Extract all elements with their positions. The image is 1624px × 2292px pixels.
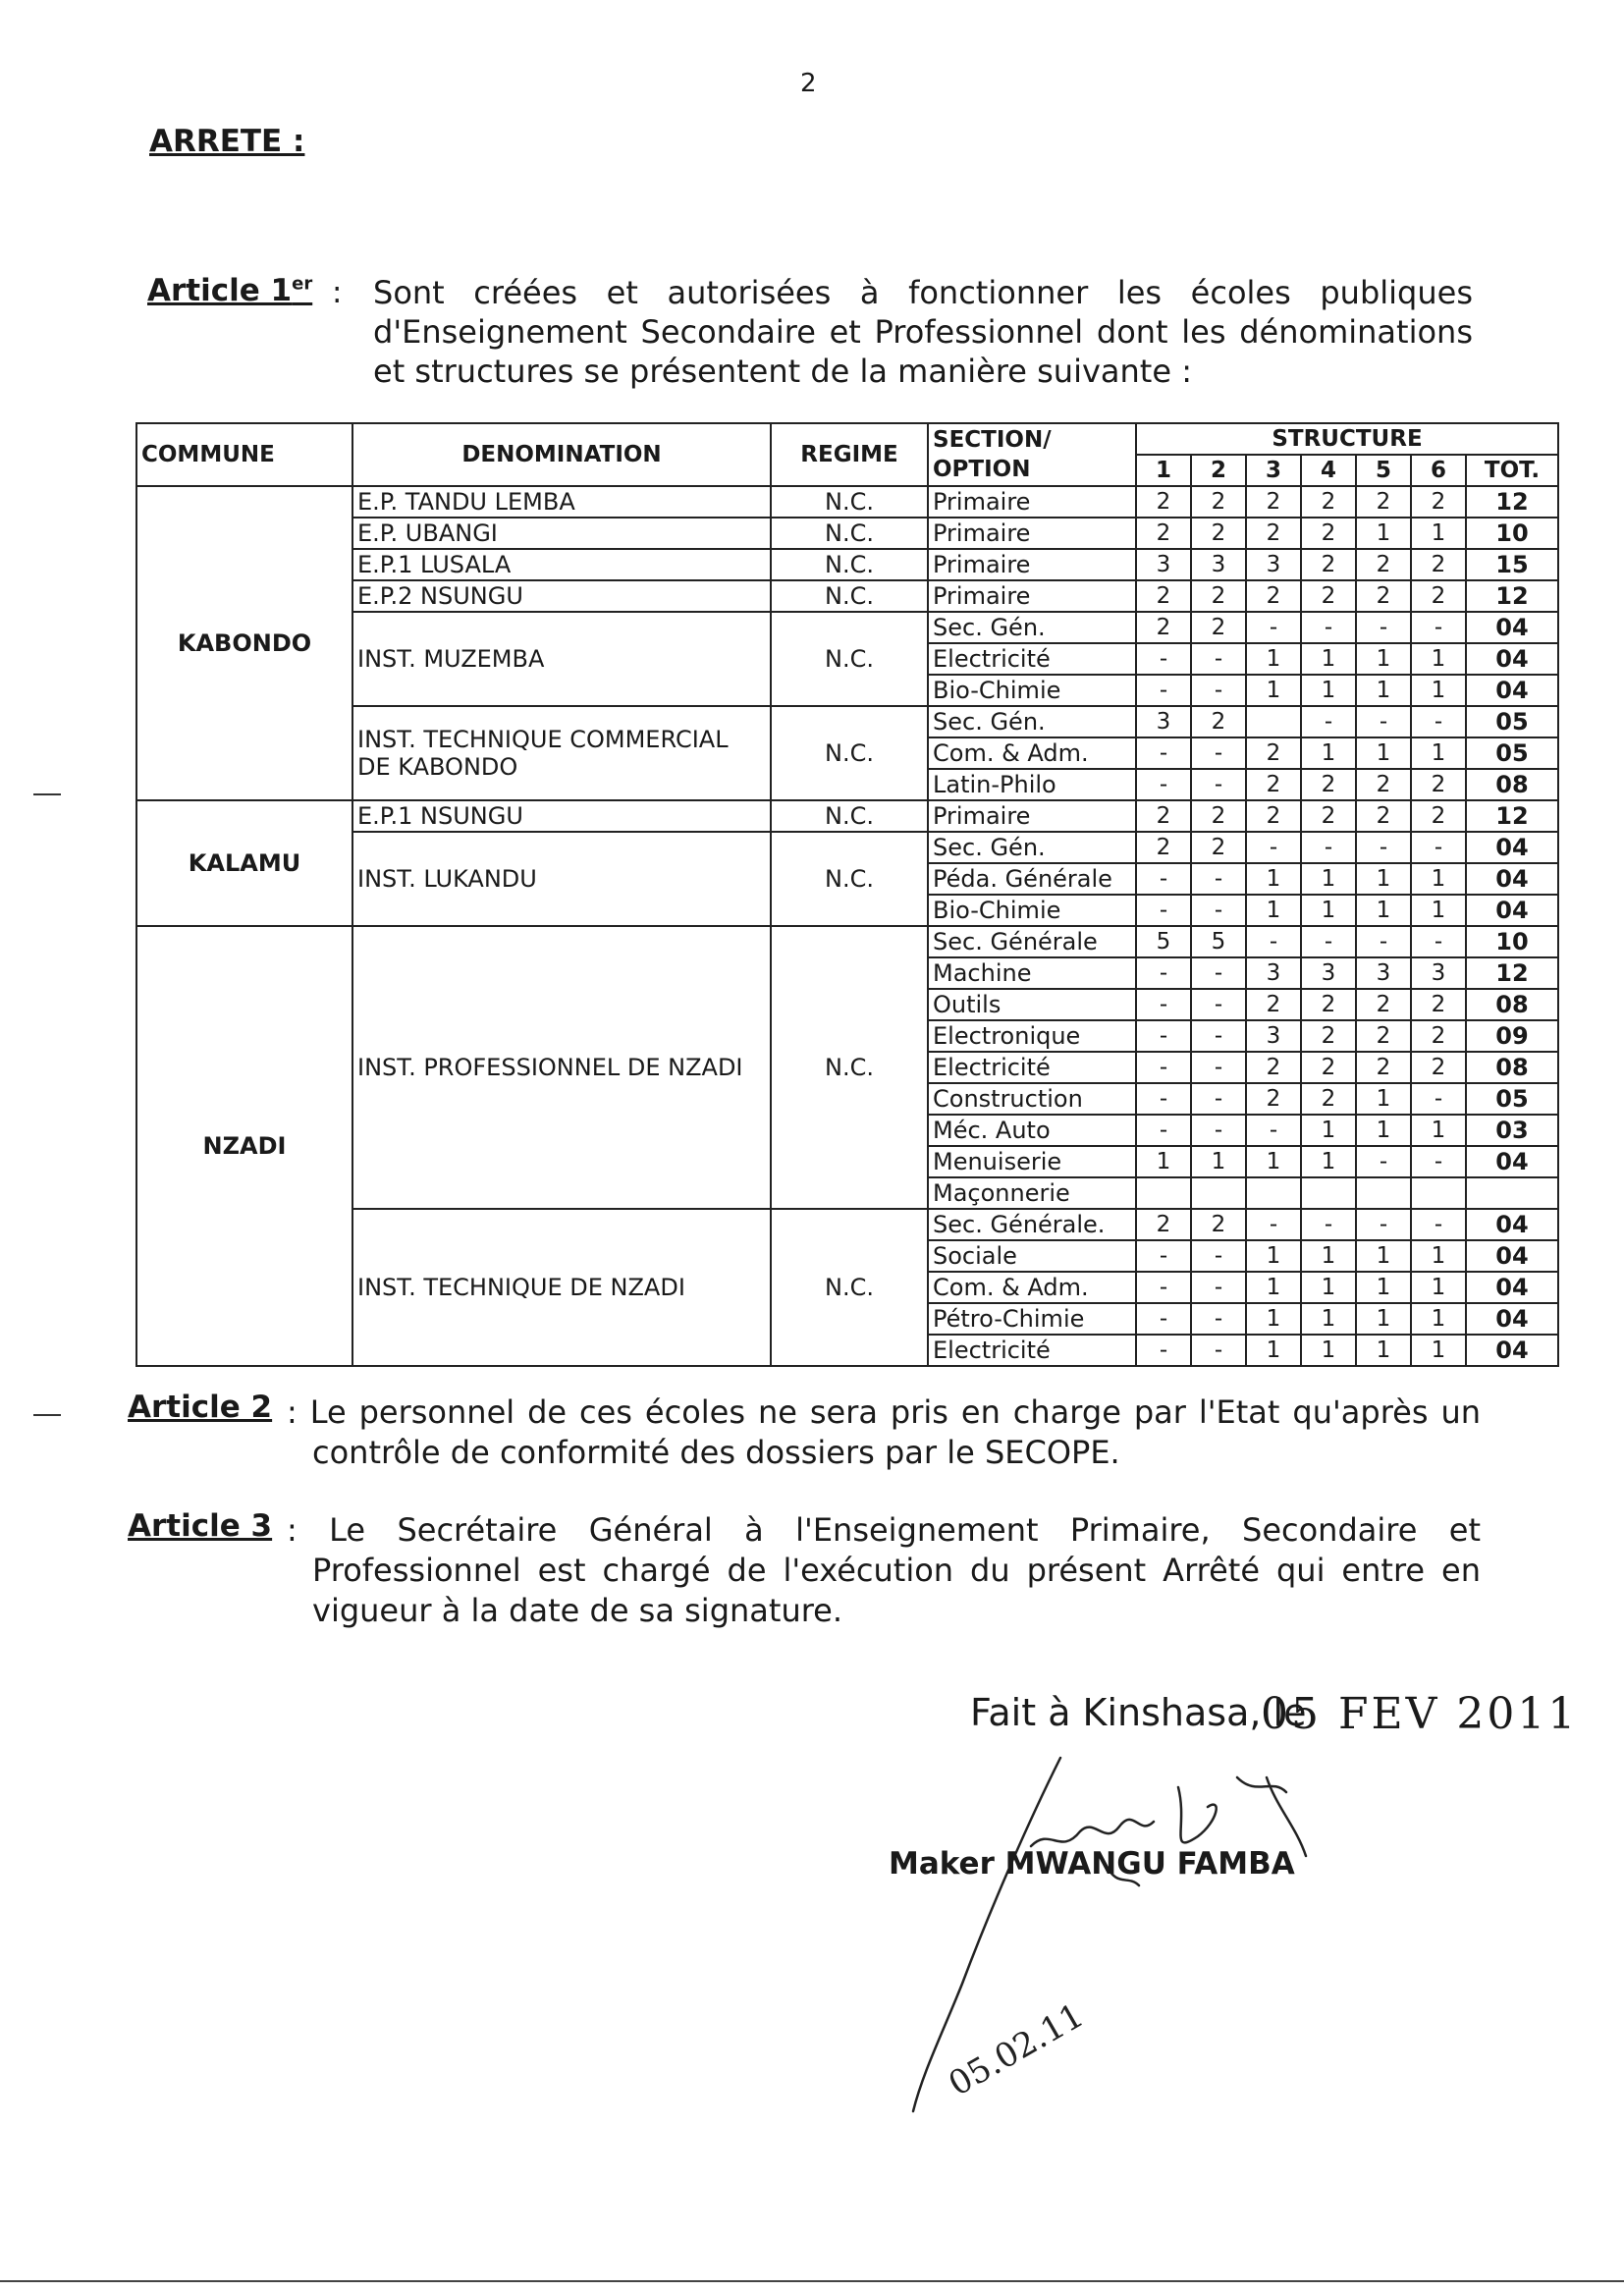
structure-value-cell: 2 (1246, 1052, 1301, 1083)
total-cell: 08 (1466, 769, 1558, 800)
structure-value-cell: 2 (1191, 800, 1246, 832)
section-cell: Latin-Philo (928, 769, 1136, 800)
structure-value-cell: - (1191, 957, 1246, 989)
structure-value-cell: 2 (1301, 549, 1356, 580)
structure-value-cell: 2 (1301, 580, 1356, 612)
structure-value-cell: 1 (1191, 1146, 1246, 1177)
structure-value-cell: - (1136, 863, 1191, 895)
structure-value-cell: - (1191, 863, 1246, 895)
denomination-cell: E.P. TANDU LEMBA (352, 486, 771, 518)
structure-value-cell: 2 (1356, 486, 1411, 518)
header-structure: STRUCTURE (1136, 423, 1558, 455)
structure-value-cell: 3 (1136, 706, 1191, 737)
structure-value-cell: 1 (1411, 863, 1466, 895)
denomination-cell: E.P.1 NSUNGU (352, 800, 771, 832)
structure-value-cell: - (1136, 1240, 1191, 1272)
structure-value-cell: 1 (1246, 1272, 1301, 1303)
section-cell: Maçonnerie (928, 1177, 1136, 1209)
header-col-1: 1 (1136, 455, 1191, 486)
structure-value-cell: - (1191, 769, 1246, 800)
structure-value-cell: - (1136, 643, 1191, 675)
structure-value-cell: 1 (1246, 643, 1301, 675)
header-denomination: DENOMINATION (352, 423, 771, 486)
structure-value-cell: 2 (1301, 518, 1356, 549)
date-stamp: 05 FEV 2011 (1261, 1689, 1579, 1739)
structure-value-cell: 1 (1301, 1115, 1356, 1146)
structure-value-cell: 1 (1246, 675, 1301, 706)
structure-value-cell: 1 (1356, 895, 1411, 926)
structure-value-cell: - (1356, 1146, 1411, 1177)
structure-value-cell: 2 (1411, 580, 1466, 612)
structure-value-cell: - (1136, 895, 1191, 926)
structure-value-cell: - (1411, 832, 1466, 863)
denomination-cell: E.P.2 NSUNGU (352, 580, 771, 612)
section-cell: Sociale (928, 1240, 1136, 1272)
place-and-date-label: Fait à Kinshasa, le (970, 1691, 1307, 1734)
section-cell: Construction (928, 1083, 1136, 1115)
section-cell: Primaire (928, 549, 1136, 580)
structure-value-cell: 2 (1356, 1020, 1411, 1052)
structure-value-cell: - (1136, 1303, 1191, 1335)
total-cell (1466, 1177, 1558, 1209)
structure-value-cell: 1 (1246, 895, 1301, 926)
handwritten-date: 05.02.11 (942, 1995, 1091, 2104)
structure-value-cell: 1 (1246, 863, 1301, 895)
structure-value-cell: - (1191, 895, 1246, 926)
structure-value-cell: 2 (1356, 580, 1411, 612)
structure-value-cell: - (1411, 1083, 1466, 1115)
structure-value-cell: 1 (1301, 643, 1356, 675)
total-cell: 10 (1466, 518, 1558, 549)
structure-value-cell: - (1136, 1020, 1191, 1052)
structure-value-cell: 1 (1356, 1115, 1411, 1146)
structure-value-cell: - (1411, 1209, 1466, 1240)
structure-value-cell: - (1411, 706, 1466, 737)
denomination-cell: E.P. UBANGI (352, 518, 771, 549)
structure-value-cell: 2 (1356, 769, 1411, 800)
structure-value-cell (1411, 1177, 1466, 1209)
regime-cell: N.C. (771, 926, 928, 1209)
commune-cell: NZADI (136, 926, 352, 1366)
structure-value-cell: 2 (1411, 549, 1466, 580)
denomination-cell: INST. MUZEMBA (352, 612, 771, 706)
structure-value-cell: - (1301, 926, 1356, 957)
structure-value-cell: 2 (1301, 486, 1356, 518)
structure-value-cell: 1 (1136, 1146, 1191, 1177)
regime-cell: N.C. (771, 1209, 928, 1366)
structure-value-cell: 2 (1411, 1020, 1466, 1052)
structure-value-cell: - (1356, 832, 1411, 863)
total-cell: 05 (1466, 737, 1558, 769)
section-cell: Machine (928, 957, 1136, 989)
structure-value-cell: 2 (1246, 486, 1301, 518)
structure-value-cell: - (1136, 1335, 1191, 1366)
structure-value-cell: 2 (1356, 800, 1411, 832)
regime-cell: N.C. (771, 612, 928, 706)
structure-value-cell: 2 (1191, 832, 1246, 863)
structure-value-cell: 1 (1301, 675, 1356, 706)
structure-value-cell: - (1246, 1209, 1301, 1240)
total-cell: 04 (1466, 1240, 1558, 1272)
structure-value-cell: 1 (1301, 1240, 1356, 1272)
total-cell: 08 (1466, 1052, 1558, 1083)
structure-value-cell: 2 (1191, 580, 1246, 612)
section-cell: Sec. Gén. (928, 706, 1136, 737)
header-col-5: 5 (1356, 455, 1411, 486)
section-cell: Com. & Adm. (928, 1272, 1136, 1303)
structure-value-cell: 2 (1301, 1020, 1356, 1052)
structure-value-cell: 3 (1246, 549, 1301, 580)
regime-cell: N.C. (771, 800, 928, 832)
structure-value-cell: 2 (1191, 1209, 1246, 1240)
article-2-text: : Le personnel de ces écoles ne sera pris en charge par l'Etat qu'après un contrôle de conformité des dossiers par le SECOPE. (287, 1393, 1481, 1471)
structure-value-cell: 1 (1356, 675, 1411, 706)
structure-value-cell: 2 (1301, 989, 1356, 1020)
structure-value-cell: 1 (1246, 1146, 1301, 1177)
structure-value-cell: - (1246, 832, 1301, 863)
structure-value-cell: - (1246, 612, 1301, 643)
header-section-option: SECTION/ OPTION (928, 423, 1136, 486)
article-1-colon: : (332, 275, 343, 310)
total-cell: 04 (1466, 1272, 1558, 1303)
regime-cell: N.C. (771, 832, 928, 926)
structure-value-cell: 2 (1246, 800, 1301, 832)
structure-value-cell: 2 (1191, 706, 1246, 737)
regime-cell: N.C. (771, 549, 928, 580)
structure-value-cell: 1 (1356, 1335, 1411, 1366)
structure-value-cell: 2 (1301, 800, 1356, 832)
structure-value-cell: - (1301, 612, 1356, 643)
regime-cell: N.C. (771, 486, 928, 518)
structure-value-cell: 2 (1246, 518, 1301, 549)
header-commune: COMMUNE (136, 423, 352, 486)
structure-value-cell: - (1191, 643, 1246, 675)
total-cell: 12 (1466, 800, 1558, 832)
denomination-cell: INST. TECHNIQUE COMMERCIAL DE KABONDO (352, 706, 771, 800)
structure-value-cell: 1 (1411, 737, 1466, 769)
structure-value-cell: - (1136, 737, 1191, 769)
structure-value-cell: - (1191, 1083, 1246, 1115)
structure-value-cell: 2 (1411, 989, 1466, 1020)
section-cell: Electricité (928, 1052, 1136, 1083)
structure-value-cell: 2 (1411, 800, 1466, 832)
structure-value-cell: 1 (1301, 895, 1356, 926)
structure-value-cell: - (1191, 1020, 1246, 1052)
section-cell: Pétro-Chimie (928, 1303, 1136, 1335)
page-bottom-rule (0, 2280, 1624, 2282)
structure-value-cell: 1 (1246, 1335, 1301, 1366)
structure-value-cell: - (1191, 989, 1246, 1020)
schools-table (135, 422, 1559, 1367)
structure-value-cell: 2 (1191, 518, 1246, 549)
section-cell: Sec. Générale (928, 926, 1136, 957)
total-cell: 12 (1466, 580, 1558, 612)
structure-value-cell: 2 (1411, 486, 1466, 518)
structure-value-cell: 2 (1136, 580, 1191, 612)
table-row (136, 486, 1558, 518)
structure-value-cell: 1 (1411, 1115, 1466, 1146)
structure-value-cell: - (1136, 1115, 1191, 1146)
article-1-text: Sont créées et autorisées à fonctionner les écoles publiques d'Enseignement Secondaire et Professionnel dont les dénominations et structures se présentent de la manière suivante : (373, 274, 1473, 390)
total-cell: 04 (1466, 832, 1558, 863)
total-cell: 04 (1466, 895, 1558, 926)
structure-value-cell: 1 (1301, 863, 1356, 895)
header-col-4: 4 (1301, 455, 1356, 486)
page-number: 2 (800, 69, 817, 98)
structure-value-cell: - (1411, 1146, 1466, 1177)
header-col-2: 2 (1191, 455, 1246, 486)
total-cell: 08 (1466, 989, 1558, 1020)
regime-cell: N.C. (771, 580, 928, 612)
structure-value-cell: 2 (1136, 800, 1191, 832)
structure-value-cell: 3 (1301, 957, 1356, 989)
total-cell: 04 (1466, 1209, 1558, 1240)
structure-value-cell: 1 (1411, 518, 1466, 549)
denomination-cell: INST. LUKANDU (352, 832, 771, 926)
structure-value-cell: - (1301, 832, 1356, 863)
section-cell: Electronique (928, 1020, 1136, 1052)
arrete-heading: ARRETE : (149, 124, 305, 159)
article-3-text: : Le Secrétaire Général à l'Enseignement Primaire, Secondaire et Professionnel est chargé de l'exécution du présent Arrêté qui entre en vigueur à la date de sa signature. (287, 1511, 1481, 1629)
structure-value-cell: - (1136, 769, 1191, 800)
structure-value-cell: 2 (1191, 486, 1246, 518)
structure-value-cell (1301, 1177, 1356, 1209)
commune-cell: KABONDO (136, 486, 352, 800)
structure-value-cell: 1 (1411, 1335, 1466, 1366)
section-cell: Bio-Chimie (928, 895, 1136, 926)
structure-value-cell: 2 (1136, 832, 1191, 863)
total-cell: 04 (1466, 1335, 1558, 1366)
structure-value-cell: 2 (1356, 549, 1411, 580)
total-cell: 05 (1466, 1083, 1558, 1115)
table-row (136, 800, 1558, 832)
section-cell: Bio-Chimie (928, 675, 1136, 706)
section-cell: Electricité (928, 643, 1136, 675)
structure-value-cell: - (1191, 1303, 1246, 1335)
header-regime: REGIME (771, 423, 928, 486)
structure-value-cell: 3 (1191, 549, 1246, 580)
structure-value-cell: - (1191, 1272, 1246, 1303)
section-cell: Primaire (928, 580, 1136, 612)
structure-value-cell: - (1136, 989, 1191, 1020)
article-1-label: Article 1er (147, 273, 313, 308)
structure-value-cell (1356, 1177, 1411, 1209)
total-cell: 15 (1466, 549, 1558, 580)
structure-value-cell: - (1356, 612, 1411, 643)
margin-mark (33, 1414, 61, 1416)
article-3-label: Article 3 (128, 1508, 273, 1544)
header-col-6: 6 (1411, 455, 1466, 486)
section-cell: Péda. Générale (928, 863, 1136, 895)
structure-value-cell: - (1191, 737, 1246, 769)
commune-cell: KALAMU (136, 800, 352, 926)
section-cell: Com. & Adm. (928, 737, 1136, 769)
structure-value-cell: 2 (1136, 518, 1191, 549)
structure-value-cell: 2 (1246, 1083, 1301, 1115)
total-cell: 09 (1466, 1020, 1558, 1052)
structure-value-cell: - (1136, 957, 1191, 989)
total-cell: 05 (1466, 706, 1558, 737)
structure-value-cell: 1 (1411, 643, 1466, 675)
structure-value-cell: 1 (1411, 1240, 1466, 1272)
table-row (136, 926, 1558, 957)
structure-value-cell: - (1191, 1335, 1246, 1366)
structure-value-cell: 1 (1411, 1272, 1466, 1303)
denomination-cell: INST. PROFESSIONNEL DE NZADI (352, 926, 771, 1209)
structure-value-cell: 1 (1356, 1240, 1411, 1272)
section-cell: Outils (928, 989, 1136, 1020)
structure-value-cell: - (1191, 1240, 1246, 1272)
structure-value-cell (1136, 1177, 1191, 1209)
section-cell: Sec. Générale. (928, 1209, 1136, 1240)
structure-value-cell: - (1301, 706, 1356, 737)
structure-value-cell (1246, 706, 1301, 737)
structure-value-cell (1246, 1177, 1301, 1209)
section-cell: Primaire (928, 486, 1136, 518)
structure-value-cell: 2 (1246, 769, 1301, 800)
structure-value-cell: 3 (1136, 549, 1191, 580)
structure-value-cell: 1 (1356, 518, 1411, 549)
structure-value-cell: 1 (1301, 1303, 1356, 1335)
structure-value-cell: 2 (1136, 1209, 1191, 1240)
structure-value-cell: 1 (1301, 1272, 1356, 1303)
structure-value-cell: 3 (1246, 957, 1301, 989)
structure-value-cell: - (1136, 1272, 1191, 1303)
structure-value-cell: 2 (1246, 580, 1301, 612)
structure-value-cell: 2 (1246, 737, 1301, 769)
structure-value-cell: 1 (1356, 737, 1411, 769)
structure-value-cell: 1 (1301, 1146, 1356, 1177)
structure-value-cell: 3 (1356, 957, 1411, 989)
structure-value-cell: - (1356, 706, 1411, 737)
structure-value-cell: 2 (1136, 486, 1191, 518)
structure-value-cell: - (1301, 1209, 1356, 1240)
total-cell: 04 (1466, 612, 1558, 643)
total-cell: 04 (1466, 1146, 1558, 1177)
structure-value-cell: - (1136, 1083, 1191, 1115)
structure-value-cell: - (1246, 1115, 1301, 1146)
total-cell: 12 (1466, 486, 1558, 518)
total-cell: 03 (1466, 1115, 1558, 1146)
structure-value-cell: 2 (1246, 989, 1301, 1020)
structure-value-cell: 2 (1301, 769, 1356, 800)
structure-value-cell: - (1136, 1052, 1191, 1083)
structure-value-cell: 1 (1411, 675, 1466, 706)
section-cell: Sec. Gén. (928, 612, 1136, 643)
section-cell: Electricité (928, 1335, 1136, 1366)
structure-value-cell: 5 (1191, 926, 1246, 957)
structure-value-cell: 2 (1301, 1052, 1356, 1083)
structure-value-cell: 2 (1136, 612, 1191, 643)
structure-value-cell: 5 (1136, 926, 1191, 957)
total-cell: 04 (1466, 675, 1558, 706)
structure-value-cell: 1 (1356, 1303, 1411, 1335)
structure-value-cell: 2 (1356, 989, 1411, 1020)
structure-value-cell: - (1356, 1209, 1411, 1240)
structure-value-cell: 2 (1301, 1083, 1356, 1115)
structure-value-cell: 2 (1191, 612, 1246, 643)
total-cell: 10 (1466, 926, 1558, 957)
header-col-3: 3 (1246, 455, 1301, 486)
structure-value-cell: 2 (1411, 1052, 1466, 1083)
structure-value-cell: 1 (1411, 1303, 1466, 1335)
structure-value-cell: 2 (1411, 769, 1466, 800)
total-cell: 04 (1466, 1303, 1558, 1335)
margin-mark (33, 793, 61, 795)
total-cell: 12 (1466, 957, 1558, 989)
handwritten-signature (884, 1738, 1355, 2131)
structure-value-cell: 1 (1301, 737, 1356, 769)
structure-value-cell: - (1191, 1115, 1246, 1146)
section-cell: Sec. Gén. (928, 832, 1136, 863)
structure-value-cell: 1 (1356, 1083, 1411, 1115)
section-cell: Menuiserie (928, 1146, 1136, 1177)
denomination-cell: E.P.1 LUSALA (352, 549, 771, 580)
structure-value-cell: 1 (1411, 895, 1466, 926)
regime-cell: N.C. (771, 518, 928, 549)
structure-value-cell: - (1411, 612, 1466, 643)
structure-value-cell: 1 (1356, 863, 1411, 895)
structure-value-cell: 1 (1356, 1272, 1411, 1303)
structure-value-cell: - (1246, 926, 1301, 957)
structure-value-cell: - (1411, 926, 1466, 957)
structure-value-cell: - (1191, 1052, 1246, 1083)
structure-value-cell: 2 (1356, 1052, 1411, 1083)
structure-value-cell: 1 (1356, 643, 1411, 675)
total-cell: 04 (1466, 643, 1558, 675)
section-cell: Primaire (928, 518, 1136, 549)
structure-value-cell: 3 (1411, 957, 1466, 989)
structure-value-cell: 1 (1246, 1303, 1301, 1335)
signer-name: Maker MWANGU FAMBA (889, 1846, 1295, 1882)
section-cell: Primaire (928, 800, 1136, 832)
regime-cell: N.C. (771, 706, 928, 800)
structure-value-cell: - (1191, 675, 1246, 706)
total-cell: 04 (1466, 863, 1558, 895)
structure-value-cell: 1 (1301, 1335, 1356, 1366)
structure-value-cell: - (1136, 675, 1191, 706)
denomination-cell: INST. TECHNIQUE DE NZADI (352, 1209, 771, 1366)
article-2-label: Article 2 (128, 1390, 273, 1425)
header-total: TOT. (1466, 455, 1558, 486)
structure-value-cell: 3 (1246, 1020, 1301, 1052)
structure-value-cell (1191, 1177, 1246, 1209)
section-cell: Méc. Auto (928, 1115, 1136, 1146)
structure-value-cell: - (1356, 926, 1411, 957)
structure-value-cell: 1 (1246, 1240, 1301, 1272)
